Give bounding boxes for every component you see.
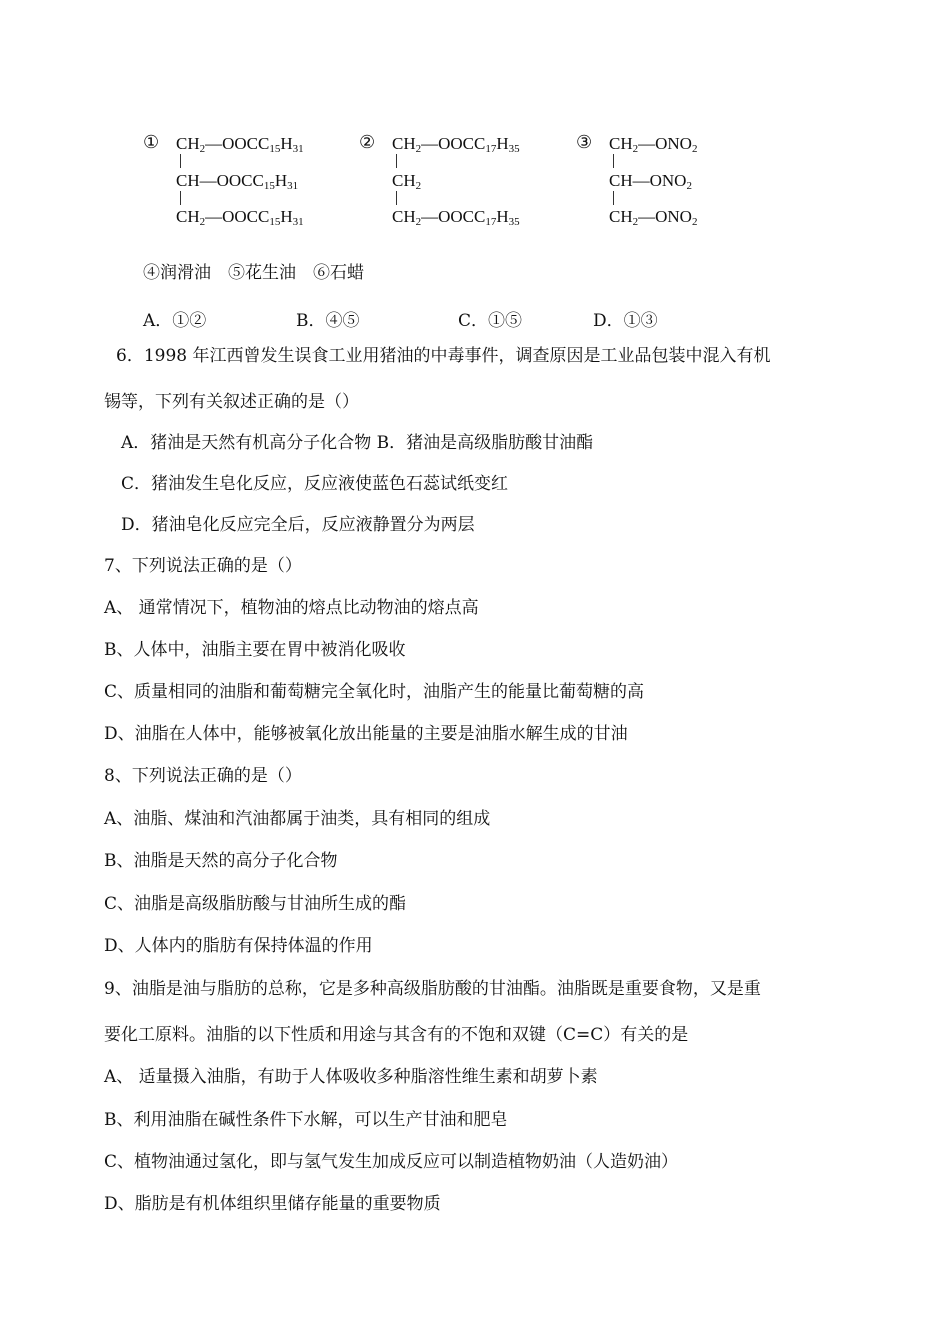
structure-number: ①	[143, 132, 160, 152]
structure-row: $CH_2—ONO_2$	[609, 134, 698, 155]
q9-option-b: B、利用油脂在碱性条件下水解，可以生产甘油和肥皂	[104, 1110, 508, 1130]
q8-option-c: C、油脂是高级脂肪酸与甘油所生成的酯	[104, 894, 407, 914]
structure-row: $CH_2—OOCC_{17}H_{35}$	[392, 134, 520, 155]
q8-option-d: D、人体内的脂肪有保持体温的作用	[104, 936, 373, 956]
q5-option-a: A．①②	[143, 311, 207, 331]
bond-line	[180, 191, 181, 205]
structure-3	[576, 132, 726, 232]
bond-line	[180, 154, 181, 168]
q8-option-b: B、油脂是天然的高分子化合物	[104, 851, 338, 871]
q6-option-d: D．猪油皂化反应完全后，反应液静置分为两层	[121, 515, 475, 535]
structure-row: $CH_2—OOCC_{17}H_{35}$	[392, 207, 520, 228]
q9-option-a: A、 适量摄入油脂，有助于人体吸收多种脂溶性维生素和胡萝卜素	[104, 1067, 598, 1087]
q9-stem-line2: 要化工原料。油脂的以下性质和用途与其含有的不饱和双键（C=C）有关的是	[104, 1025, 689, 1045]
q6-stem-line1: 6．1998 年江西曾发生误食工业用猪油的中毒事件，调查原因是工业品包装中混入有机	[116, 346, 771, 366]
structure-row: $CH_2—OOCC_{15}H_{31}$	[176, 134, 304, 155]
q7-stem: 7、下列说法正确的是（）	[104, 556, 302, 576]
bond-line	[396, 191, 397, 205]
structure-row: $CH—ONO_2$	[609, 171, 692, 192]
structure-1	[143, 132, 333, 232]
q5-option-d: D．①③	[593, 311, 658, 331]
q9-stem-line1: 9、油脂是油与脂肪的总称，它是多种高级脂肪酸的甘油酯。油脂既是重要食物，又是重	[104, 979, 761, 999]
bond-line	[613, 154, 614, 168]
q7-option-d: D、油脂在人体中，能够被氧化放出能量的主要是油脂水解生成的甘油	[104, 724, 628, 744]
structure-2	[359, 132, 549, 232]
q9-option-c: C、植物油通过氢化，即与氢气发生加成反应可以制造植物奶油（人造奶油）	[104, 1152, 679, 1172]
q7-option-b: B、人体中，油脂主要在胃中被消化吸收	[104, 640, 406, 660]
structure-number: ③	[576, 132, 593, 152]
q7-option-c: C、质量相同的油脂和葡萄糖完全氧化时，油脂产生的能量比葡萄糖的高	[104, 682, 645, 702]
q6-option-c: C．猪油发生皂化反应，反应液使蓝色石蕊试纸变红	[121, 474, 509, 494]
q8-option-a: A、油脂、煤油和汽油都属于油类，具有相同的组成	[104, 809, 491, 829]
structure-row: $CH_2—OOCC_{15}H_{31}$	[176, 207, 304, 228]
q8-stem: 8、下列说法正确的是（）	[104, 766, 302, 786]
structure-row: $CH_2—ONO_2$	[609, 207, 698, 228]
bond-line	[396, 154, 397, 168]
q9-option-d: D、脂肪是有机体组织里储存能量的重要物质	[104, 1194, 441, 1214]
structure-row: $CH_2$	[392, 171, 422, 192]
structure-row: $CH—OOCC_{15}H_{31}$	[176, 171, 299, 192]
q6-options-ab: A．猪油是天然有机高分子化合物 B．猪油是高级脂肪酸甘油酯	[121, 433, 594, 453]
q5-option-c: C．①⑤	[458, 311, 523, 331]
q5-option-b: B．④⑤	[296, 311, 360, 331]
q5-items: ④润滑油 ⑤花生油 ⑥石蜡	[143, 263, 364, 283]
q6-stem-line2: 锡等，下列有关叙述正确的是（）	[104, 392, 359, 412]
structure-number: ②	[359, 132, 376, 152]
q7-option-a: A、 通常情况下，植物油的熔点比动物油的熔点高	[104, 598, 479, 618]
bond-line	[613, 191, 614, 205]
